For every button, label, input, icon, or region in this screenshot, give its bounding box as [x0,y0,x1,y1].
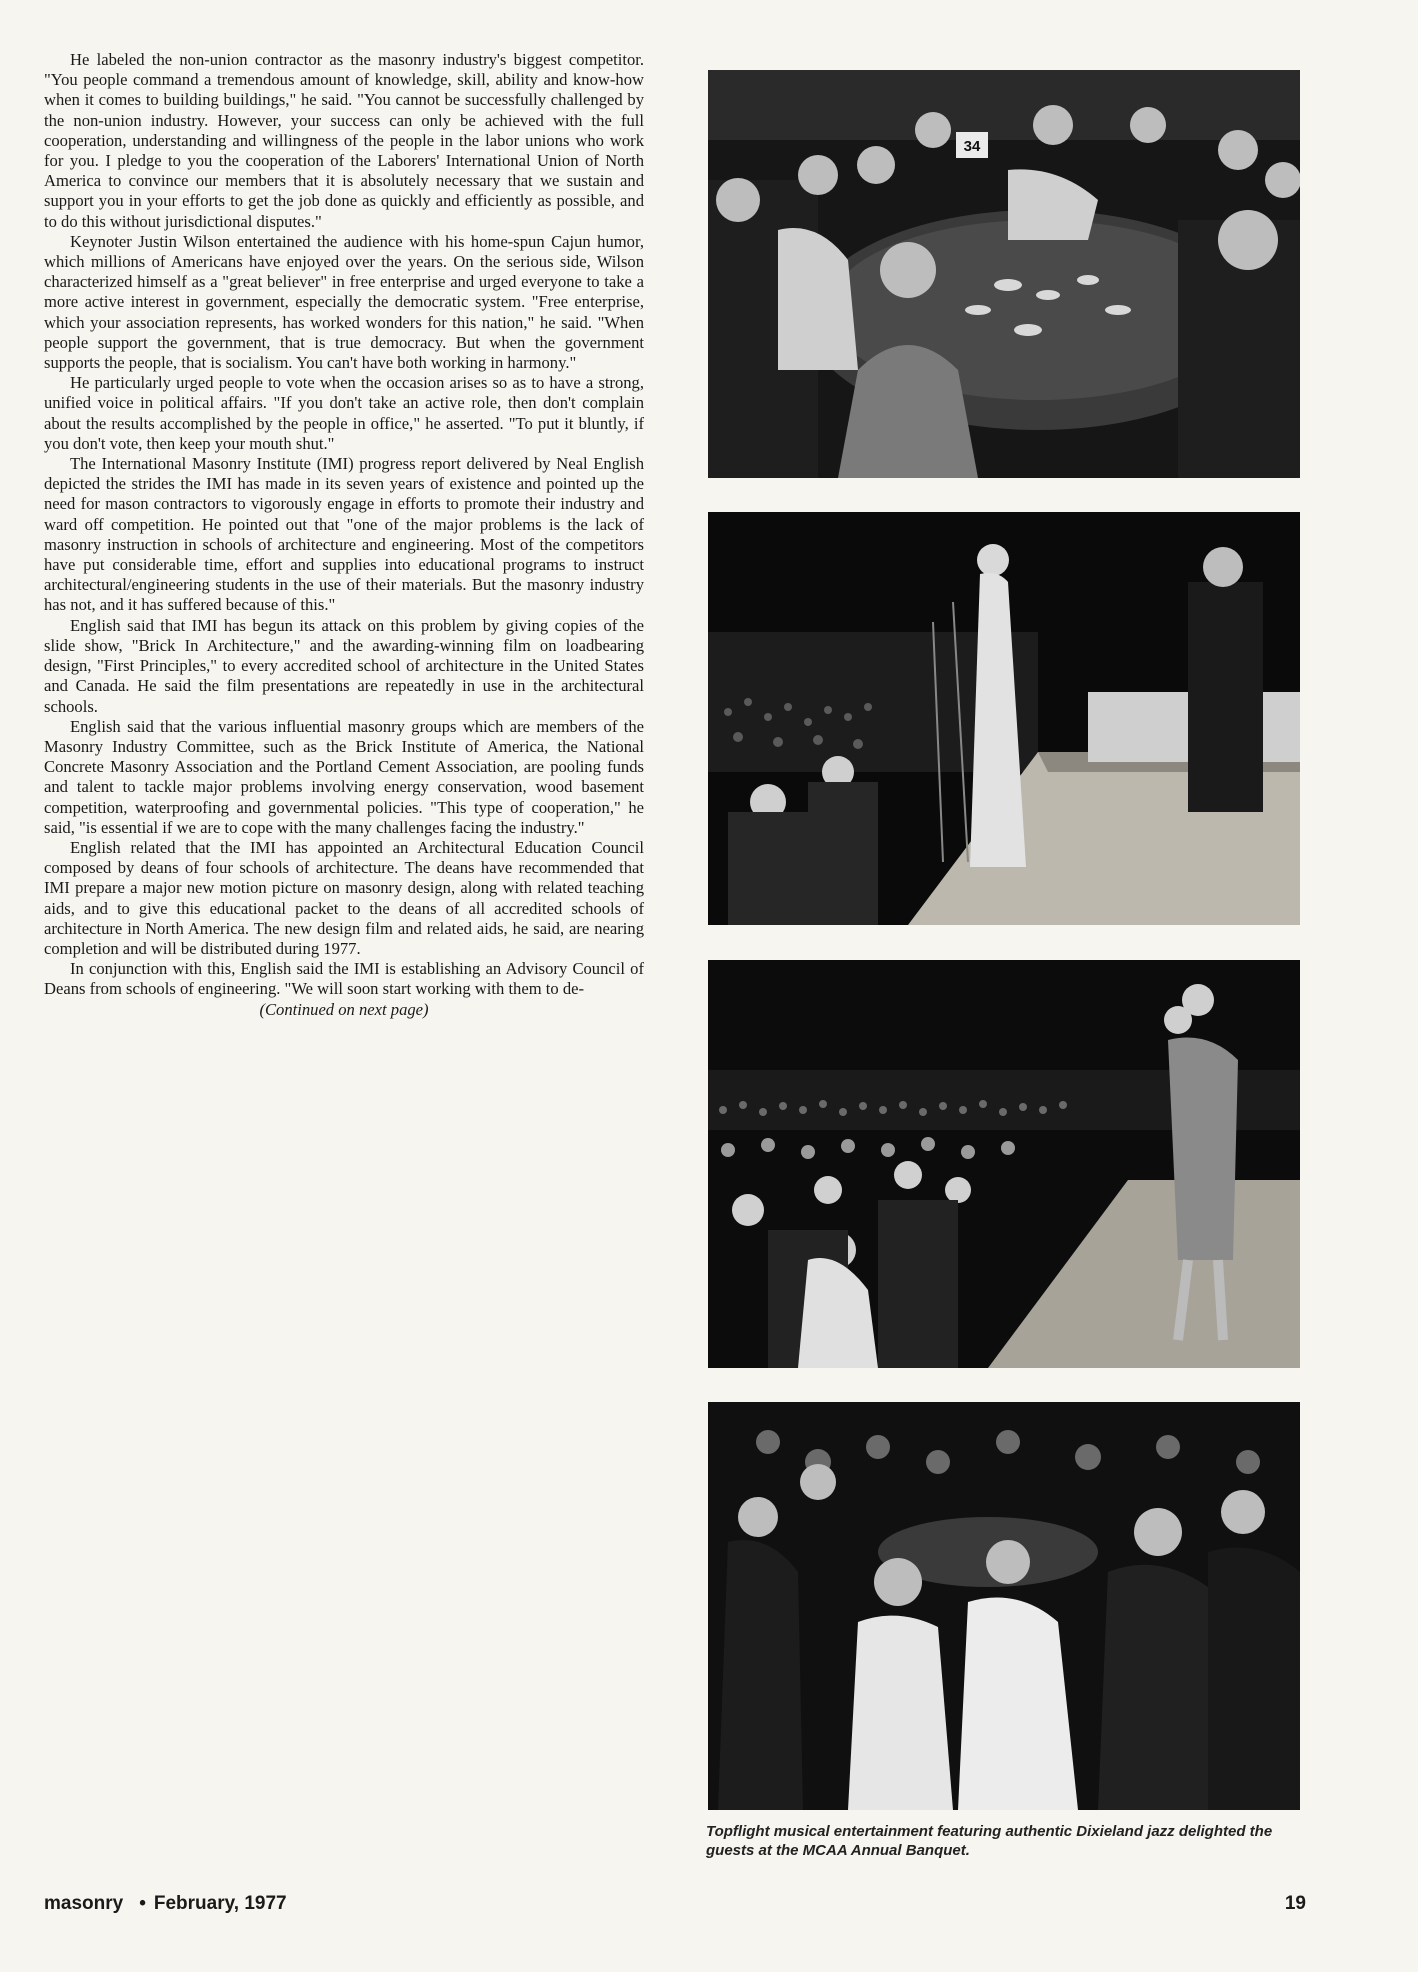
photo-guests-seated [708,1402,1300,1810]
article-paragraph-2: Keynoter Justin Wilson entertained the audience with his home-spun Cajun humor, which millions of Americans have enjoyed over the years. On the serious side, Wilson characterized himself as a "great believer" in free enterprise and urged everyone to take a more active interest in government, especially the democratic system. "Free enterprise, which your association represents, has worked wonders for this nation," he said. "When people support the government, that is true democracy. But when the government supports the people, that is socialism. You can't have both working in harmony." [44,231,644,373]
article-column [44,50,644,1020]
footer-bullet: • [139,1893,146,1914]
publication-name: masonry [44,1893,124,1914]
article-paragraph-3: He particularly urged people to vote when the occasion arises so as to have a strong, unified voice in political affairs. "If you don't take an active role, then don't complain about the results accomplished by the people in office," he asserted. "To put it bluntly, if you don't vote, then keep your mouth shut." [44,373,644,453]
article-paragraph-7: English related that the IMI has appointed an Architectural Education Council composed by deans of four schools of architecture. The deans have recommended that IMI prepare a major new motion picture on masonry design, along with related teaching aids, and to give this educational packet to the deans of all accredited schools of architecture in North America. The new design film and related aids, he said, are nearing completion and will be distributed during 1977. [44,837,644,958]
table-number-card: 34 [963,138,981,155]
article-paragraph-8: In conjunction with this, English said the IMI is establishing an Advisory Council of Deans from schools of engineering. "We will soon start working with them to de- [44,959,644,999]
photo-banquet-table [708,70,1300,478]
continued-note: (Continued on next page) [259,999,429,1019]
article-paragraph-6: English said that the various influential masonry groups which are members of the Masonry Industry Committee, such as the Brick Institute of America, the National Concrete Masonry Association and the Portland Cement Association, are pooling funds and talent to tackle major problems involving energy conservation, wood basement competition, waterproofing and governmental policies. "This type of cooperation," he said, "is essential if we are to cope with the many challenges facing the industry." [44,716,644,837]
page-footer [44,1893,1306,1923]
issue-date: February, 1977 [153,1893,287,1914]
article-paragraph-5: English said that IMI has begun its attack on this problem by giving copies of the slide show, "Brick In Architecture," and the awarding-winning film on loadbearing design, "First Principles," to every accredited school of architecture in the United States and Canada. He said the film presentations are repeatedly in use in the architectural schools. [44,615,644,716]
photo-performer-audience [708,960,1300,1368]
photo-caption: Topflight musical entertainment featuring authentic Dixieland jazz delighted the guests at the MCAA Annual Banquet. [706,1823,1273,1859]
article-paragraph-4: The International Masonry Institute (IMI) progress report delivered by Neal English depicted the strides the IMI has made in its seven years of existence and pointed up the need for mason contractors to vigorously engage in efforts to promote their industry and ward off competition. He pointed out that "one of the major problems is the lack of masonry instruction in schools of architecture and engineering. Most of the competitors have put considerable time, effort and supplies into educational programs to instruct architectural/engineering students in the use of their materials. But the masonry industry has not, and it has suffered because of this." [44,454,644,615]
photo-singer-stage [708,512,1300,925]
article-paragraph-1: He labeled the non-union contractor as the masonry industry's biggest competitor. "You people command a tremendous amount of knowledge, skill, ability and know-how when it comes to building buildings," he said. "You cannot be successfully challenged by the non-union industry. However, your success can only be achieved with the full cooperation, understanding and willingness of the people in the labor unions who work for you. I pledge to you the cooperation of the Laborers' International Union of North America to convince our members that it is absolutely necessary that we sustain and support you in your efforts to get the job done as quickly and efficiently as possible, and to do this without jurisdictional disputes." [44,50,644,231]
page-number: 19 [1284,1893,1306,1914]
